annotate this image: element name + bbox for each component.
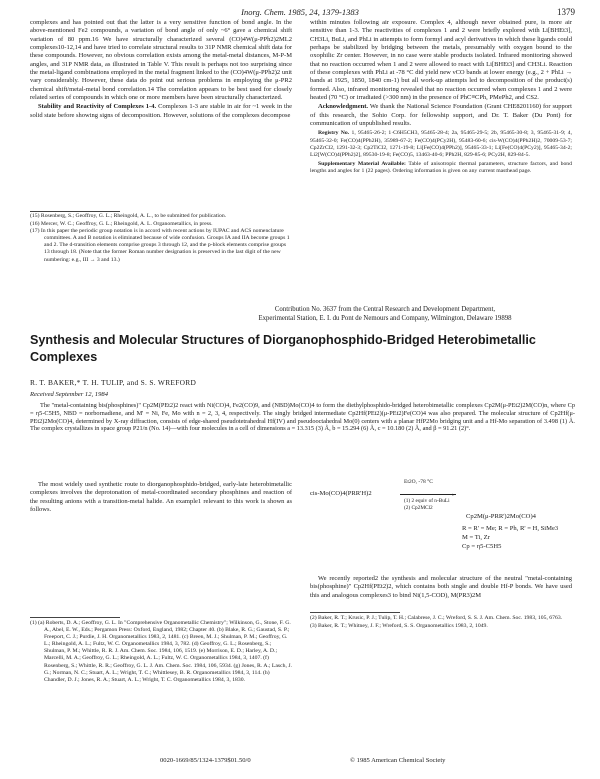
- stability-paragraph: [30, 103, 292, 120]
- registry-paragraph: [310, 130, 572, 158]
- title-line-2: Complexes: [30, 350, 98, 364]
- registry-text: 1, 95465-26-2; 1·C6H5CH3, 95465-28-4; 2a, 95465-29-5; 2b, 95465-30-8; 3, 95465-31-9; 4, 95465-32-0; Fe(CO)4(PPh2H), 35989-67-2; Fe(CO)4(PCy2H), 95483-60-6; cis-W(CO)4(PPh2H)2, 70009-53-7; Cp2ZrCl2, 1291-32-3; Cp2TiCl2, 1271-19-8; Li[Fe(CO)4(PPh2)], 95465-33-1; Li[Fe(CO)4(PCy2)], 95465-34-2; Li2[W(CO)4(PPh2)2], 89530-19-8; Fe(CO)5, 13463-40-6; PPh2H, 829-85-6; PCy2H, 829-84-5.: [310, 130, 573, 158]
- footnote-16: (16) Mercer, W. C.; Geoffroy, G. L.; Rheingold, A. L. Organometallics, in press.: [30, 220, 213, 227]
- journal-citation: Inorg. Chem. 1985, 24, 1379-1383: [241, 7, 359, 17]
- reference-3: (3) Baker, R. T.; Whitney, J. F.; Wreford, S. S. Organometallics 1983, 2, 1049.: [310, 622, 488, 629]
- scheme-steps: [404, 498, 450, 511]
- footnote-rule: [30, 211, 120, 212]
- reaction-scheme: [310, 478, 580, 558]
- page-number: 1379: [557, 7, 575, 17]
- scheme-step-2: (2) Cp2MCl2: [404, 504, 433, 511]
- acknowledgment-paragraph: [310, 103, 572, 128]
- footnote-15: (15) Rosenberg, S.; Geoffroy, G. L.; Rheingold, A. L., to be submitted for publication.: [30, 213, 227, 219]
- right-paragraph: within minutes following air exposure. Complex 4, although never obtained pure, is more air sensitive than 1-3. The reactivities of complexes 1 and 2 were briefly explored with Li[BHEt3], CH3Li, BuLi, and PhLi in attempts to form formyl and acyl derivatives in which these ligands could perhaps be stabilized by bridging between the metals, presumably with oxygen bound to the oxophilic Zr center. However, in no case were stable products isolated. Infrared monitoring showed that no reaction occurred when 1 and 2 were allowed to react with Li[BHEt3] and CH3Li. Reaction of these complexes with PhLi at -78 °C did yield new νCO bands at lower energy (e.g., 2 + PhLi → bands at 1925, 1850, 1840 cm-1) but all work-up attempts led to decomposition of the product(s) formed. Also, infrared monitoring revealed that no reaction occurred when complexes 1 and 2 were heated (70 °C) or irradiated (>300 nm) in the presence of PhC≡CPh, PMePh2, and CS2.: [310, 19, 572, 102]
- authors: R. T. BAKER,* T. H. TULIP, and S. S. WREFORD: [30, 378, 197, 387]
- right-column-text: [310, 19, 572, 176]
- reaction-arrow: [400, 494, 456, 495]
- right-intro-paragraph: We recently reported2 the synthesis and molecular structure of the neutral "metal-containing bis(phosphine)" Cp2Hf(PEt2)2, which contains both single and double Hf-P bonds. We have used this and analogous complexes3 to bind Ni(1,5-COD), M(PR3)2M: [310, 575, 572, 599]
- received-date: Received September 12, 1984: [30, 391, 108, 398]
- supplementary-text: Table of anisotropic thermal parameters, structure factors, and bond lengths and angles for 1 (22 pages). Ordering information is given on any current masthead page.: [310, 160, 572, 174]
- scheme-definition-3: Cp = η5-C5H5: [462, 543, 502, 550]
- footer-code: 0020-1669/85/1324-1379$01.50/0: [160, 757, 251, 764]
- left-footnotes: [30, 213, 292, 264]
- scheme-reagent-top: Et2O, -78 °C: [404, 479, 433, 485]
- stability-text: Complexes 1-3 are stable in air for ~1 week in the solid state before showing signs of decomposition. However, solutions of the complexes decompose: [30, 103, 292, 119]
- reference-1: (1) (a) Roberts, D. A.; Geoffroy, G. L. In "Comprehensive Organometallic Chemistry"; Wilkinson, G., Stone, F. G. A., Abel, E. W., Eds.; Pergamon Press: Oxford, England, 1982; Chapter 40. (b) Blake, R. G.; Gaustad, S. P.; Freeport, C. J.; Purdie, J. H. Organometallics 1983, 2, 1481. (c) Breen, M. J.; Shulman, P. M.; Geoffroy, G. L.; Rheingold, A. L.; Fultz, W. C. Organometallics 1984, 3, 782. (d) Geoffroy, G. L.; Rosenberg, S.; Shulman, P. M.; Whittle, R. R. J. Am. Chem. Soc. 1984, 106, 1519. (e) Morrison, E. D.; Harley, A. D.; Marcelli, M. A.; Geoffroy, G. L.; Rheingold, A. L.; Fultz, W. C. Organometallics 1984, 3, 1407. (f) Rosenberg, S.; Whittle, R. R.; Geoffroy, G. L. J. Am. Chem. Soc. 1984, 106, 5934. (g) Jones, R. A.; Lasch, J. G.; Norman, N. C.; Stuart, A. L.; Wright, T. C.; Whittlesey, B. R. Organometallics 1984, 3, 114. (h) Chandler, D. J.; Jones, R. A.; Stuart, A. L.; Wright, T. C. Organometallics 1984, 3, 1830.: [30, 620, 292, 683]
- right-intro-column: [310, 575, 572, 601]
- contribution-line-2: Experimental Station, E. I. du Pont de Nemours and Company, Wilmington, Delaware 19898: [258, 315, 512, 322]
- contribution-line-1: Contribution No. 3637 from the Central Research and Development Department,: [274, 306, 496, 313]
- supplementary-paragraph: [310, 161, 572, 175]
- intro-paragraph: The most widely used synthetic route to diorganophosphido-bridged, early-late heterobimetallic complexes involves the deprotonation of metal-coordinated secondary phosphines and reaction of the resulting anions with a transition-metal halide. An example1 relevant to this work is shown as follows.: [30, 481, 292, 514]
- acknowledgment-text: We thank the National Science Foundation (Grant CHE8201160) for support of this research, the Sohio Corp. for fellowship support, and Dr. T. Baker (Du Pont) for communication of unpublished results.: [310, 103, 572, 128]
- footer-copyright: © 1985 American Chemical Society: [350, 757, 446, 764]
- reference-2: (2) Baker, R. T.; Krusic, P. J.; Tulip, T. H.; Calabrese, J. C.; Wreford, S. S. J. Am. Chem. Soc. 1983, 105, 6763.: [310, 615, 563, 621]
- left-column-text: [30, 19, 292, 121]
- article-title: [30, 332, 590, 366]
- title-line-1: Synthesis and Molecular Structures of Diorganophosphido-Bridged Heterobimetallic: [30, 333, 536, 347]
- footnote-17: (17) In this paper the periodic group notation is in accord with recent actions by IUPAC and ACS nomenclature committees. A and B notation is eliminated because of wide confusion. Groups IA and IIA become groups 1 and 2. The d-transition elements comprise groups 3 through 12, and the p-block elements comprise groups 13 through 18. (Note that the former Roman number designation is preserved in the last digit of the new numbering: e.g., III → 3 and 13.): [30, 228, 290, 263]
- acknowledgment-heading: Acknowledgment.: [318, 103, 369, 111]
- contribution-block: [190, 305, 580, 323]
- supplementary-heading: Supplementary Material Available:: [318, 160, 406, 167]
- intro-column: [30, 481, 292, 515]
- references-right: [310, 615, 572, 630]
- scheme-definition-2: M = Ti, Zr: [462, 534, 490, 541]
- stability-heading: Stability and Reactivity of Complexes 1-4.: [38, 103, 157, 111]
- references-left: [30, 620, 292, 684]
- abstract: The "metal-containing bis(phosphines)" Cp2M(PEt2)2 react with Ni(CO)4, Fe2(CO)9, and (NBD)Mo(CO)4 to form the diethylphosphido-bridged heterobimetallic complexes Cp2M(μ-PEt2)2M(CO)n, where Cp = η5-C5H5, NBD = norbornadiene, and M' = Ni, Fe, Mo with n = 2, 3, 4, respectively. The singly bridged intermediate Cp2Hf(PEt2)(μ-PEt2)Fe(CO)4 was also prepared. The molecular structure of Cp2Hf(μ-PEt2)2Mo(CO)4, determined by X-ray diffraction, consists of edge-shared pseudotetrahedral Hf(IV) and pseudooctahedral Mo(0) centers with a planar HfP2Mo bridging unit and a Hf-Mo separation of 3.498 (1) Å. The complex crystallizes in space group P21/n (No. 14)—with four molecules in a cell of dimensions a = 13.315 (3) Å, b = 15.294 (6) Å, c = 10.180 (2) Å, and β = 91.21 (2)°.: [30, 402, 575, 433]
- registry-heading: Registry No.: [318, 130, 350, 137]
- scheme-reactant: cis-Mo(CO)4(PRR'H)2: [310, 490, 372, 497]
- reference-rule-left: [30, 617, 120, 618]
- reference-rule-right: [310, 612, 400, 613]
- scheme-product: Cp2M(μ-PRR')2Mo(CO)4: [466, 513, 536, 520]
- scheme-definition-1: R = R' = Me; R = Ph, R' = H, SiMe3: [462, 525, 559, 532]
- arrow-head: ›: [452, 491, 454, 498]
- scheme-step-1: (1) 2 equiv of n-BuLi: [404, 498, 450, 504]
- left-paragraph: complexes and has pointed out that the latter is a very sensitive function of bond angle. In the above-mentioned Fe2 compounds, a variation of bond angle of only ~6° gave a chemical shift variation of 80 ppm.16 We have structurally characterized several (CO)4W(μ-PPh2)2ML2 complexes10-12,14 and have tried to correlate structural results to 31P NMR chemical shift data for these compounds. However, no obvious correlation exists among the metal-metal distances, M-P-M angles, and 31P NMR data, as illustrated in Table V. This result is perhaps not too surprising since the metal-ligand combinations employed in the metal fragment linked to the (CO)4W(μ-PPh2)2 unit vary considerably. However, these data do point out serious problems in employing the μ-PR2 chemical shift/metal-metal bond correlation.14 The correlation appears to be best used for closely related series of compounds in which one or more members have been structurally characterized.: [30, 19, 292, 102]
